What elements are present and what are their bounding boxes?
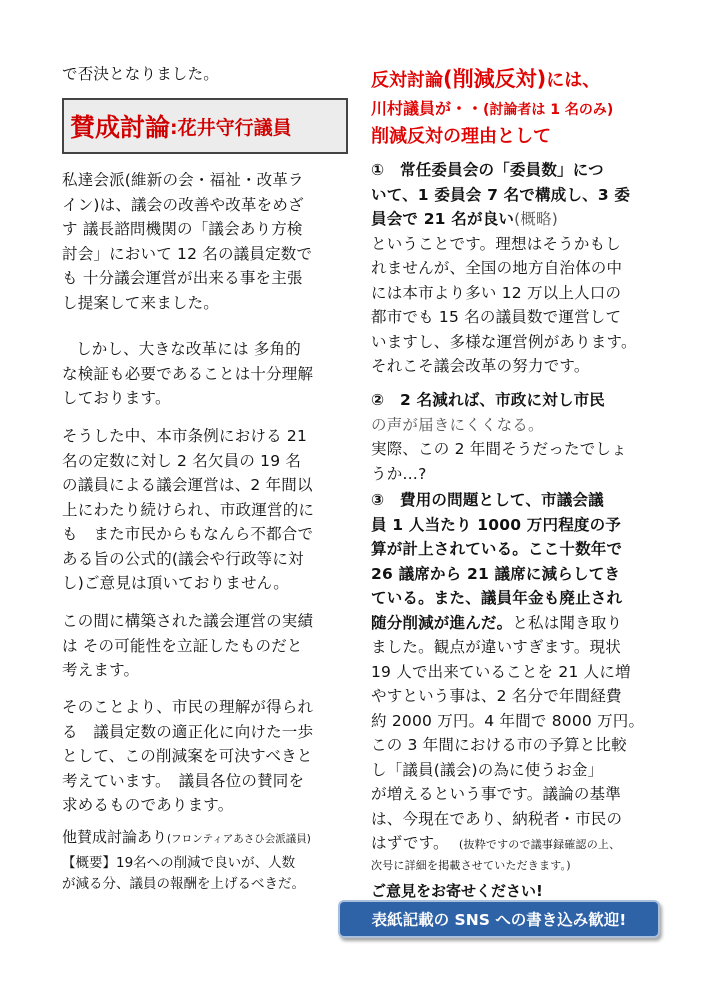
text-line: が減る分、議員の報酬を上げるべきだ。 [62, 876, 305, 892]
text-line: ① 常任委員会の「委員数」につ [371, 161, 604, 179]
text-line: れませんが、全国の地方自治体の中 [371, 259, 623, 277]
feedback-call: ご意見をお寄せください! [371, 882, 543, 900]
text-line: 員 1 人当たり 1000 万円程度の予 [371, 515, 622, 534]
sns-banner[interactable]: 表紙記載の SNS への書き込み歓迎! [338, 900, 660, 938]
text-line: 実際、この 2 年間そうだったでしょ [371, 440, 627, 458]
text-line: ということです。理想はそうかもし [371, 234, 621, 253]
text-line: この間に構築された議会運営の実績 [62, 612, 314, 630]
text-line: は、今現在であり、納税者・市民の [371, 809, 623, 828]
excerpt-note: (抜粋ですので議事録確認の上、 [459, 838, 621, 851]
text-line: な検証も必要であることは十分理解 [62, 364, 314, 383]
text-line: この 3 年間における市の予算と比較 [371, 736, 627, 754]
support-paragraph-4 [62, 609, 313, 683]
text-line: そのことより、市民の理解が得られ [62, 698, 314, 716]
text-line: 考えています。 議員各位の賛同を [62, 771, 305, 790]
opposition-speaker-note: (討論者は 1 名のみ) [483, 102, 614, 118]
text-line: には本市より多い 12 万以上人口の [371, 283, 622, 302]
text-line: イン)は、議会の改善や改革をめざ [62, 195, 304, 214]
other-support-summary [62, 853, 305, 895]
opposition-heading-prefix: 反対討論 [371, 70, 443, 91]
opposition-reasons-heading: 削減反対の理由として [371, 126, 551, 147]
text-line: そうした中、本市条例における 21 [62, 427, 308, 445]
text-line: る 議員定数の適正化に向けた一歩 [62, 722, 314, 741]
text-line: 上にわたり続けられ、市政運営的に [62, 500, 315, 519]
text-line: ました。観点が違いすぎます。現状 [371, 638, 621, 656]
opposition-speaker [371, 96, 613, 123]
text-line: 都市でも 15 名の議員数で運営して [371, 308, 622, 326]
text-line: は その可能性を立証したものだと [62, 636, 303, 655]
text-line: として、この削減案を可決すべきと [62, 747, 313, 765]
opposition-heading-big: (削減反対) [443, 67, 547, 91]
text-line: ② 2 名減れば、市政に対し市民 [371, 391, 606, 409]
text-line: 員会で 21 名が良い [371, 210, 515, 228]
other-support-debate [62, 826, 311, 847]
opposition-heading [371, 66, 600, 94]
text-line: 随分削減が進んだ。 [371, 613, 513, 632]
text-line: が増えるという事です。議論の基準 [371, 785, 621, 803]
text-line: 【概要】19名への削減で良いが、人数 [62, 855, 296, 871]
text-line: ている。また、議員年金も廃止され [371, 589, 623, 607]
text-line: も 十分議会運営が出来る事を主張 [62, 269, 303, 287]
text-line: し)ご意見は頂いておりません。 [62, 574, 289, 592]
text-line: いますし、多様な運営例があります。 [371, 332, 637, 351]
text-line: も また市民からもなんら不都合で [62, 525, 314, 543]
reason-3 [371, 488, 644, 876]
text-line: し提案して来ました。 [62, 293, 220, 312]
support-paragraph-5 [62, 695, 313, 818]
text-line: 考えます。 [62, 661, 140, 679]
summary-note: (概略) [514, 210, 558, 228]
text-line: の声が届きにくくなる。 [371, 415, 544, 434]
text-line: と私は聞き取り [512, 613, 623, 632]
text-line: す 議長諮問機関の「議会あり方検 [62, 220, 303, 238]
support-paragraph-1 [62, 168, 312, 315]
text-line: の議員による議会運営は、2 年間以 [62, 476, 313, 494]
excerpt-note: 次号に詳細を掲載させていただきます。) [371, 858, 571, 872]
opposition-heading-suffix: には、 [546, 70, 601, 91]
text-line: それこそ議会改革の努力です。 [371, 357, 590, 375]
text-line: 算が計上されている。ここ十数年で [371, 540, 623, 558]
support-paragraph-3 [62, 424, 314, 596]
reason-2 [371, 388, 627, 486]
text-line: し「議員(議会)の為に使うお金」 [371, 760, 604, 779]
text-line: 名の定数に対し 2 名欠員の 19 名 [62, 451, 302, 470]
text-line: ③ 費用の問題として、市議会議 [371, 491, 604, 509]
text-line: 約 2000 万円。4 年間で 8000 万円。 [371, 711, 645, 730]
text-line: いて、1 委員会 7 名で構成し、3 委 [371, 185, 631, 204]
text-line: 19 人で出来ていることを 21 人に増 [371, 662, 631, 681]
opening-line: で否決となりました。 [62, 65, 220, 83]
opposition-speaker-name: 川村議員が・・ [371, 99, 484, 118]
text-line: 26 議席から 21 議席に減らしてき [371, 564, 621, 583]
text-line: はずです。 [371, 834, 449, 852]
text-line: しております。 [62, 389, 171, 407]
other-support-label: 他賛成討論あり [62, 828, 168, 846]
text-line: 私達会派(維新の会・福祉・改革ラ [62, 171, 304, 189]
reason-1 [371, 158, 637, 379]
text-line: ある旨の公式的(議会や行政等に対 [62, 549, 304, 568]
text-line: うか…? [371, 464, 427, 483]
support-debate-title: 賛成討論 [70, 113, 171, 142]
other-support-note: (フロンティアあさひ会派議員) [167, 833, 311, 845]
support-debate-speaker: :花井守行議員 [170, 116, 292, 139]
text-line: やすという事は、2 名分で年間経費 [371, 687, 622, 705]
text-line: しかし、大きな改革には 多角的 [76, 340, 301, 358]
support-debate-heading [62, 98, 348, 154]
text-line: 討会」において 12 名の議員定数で [62, 244, 313, 263]
support-paragraph-2 [62, 337, 313, 411]
text-line: 求めるものであります。 [62, 796, 234, 814]
